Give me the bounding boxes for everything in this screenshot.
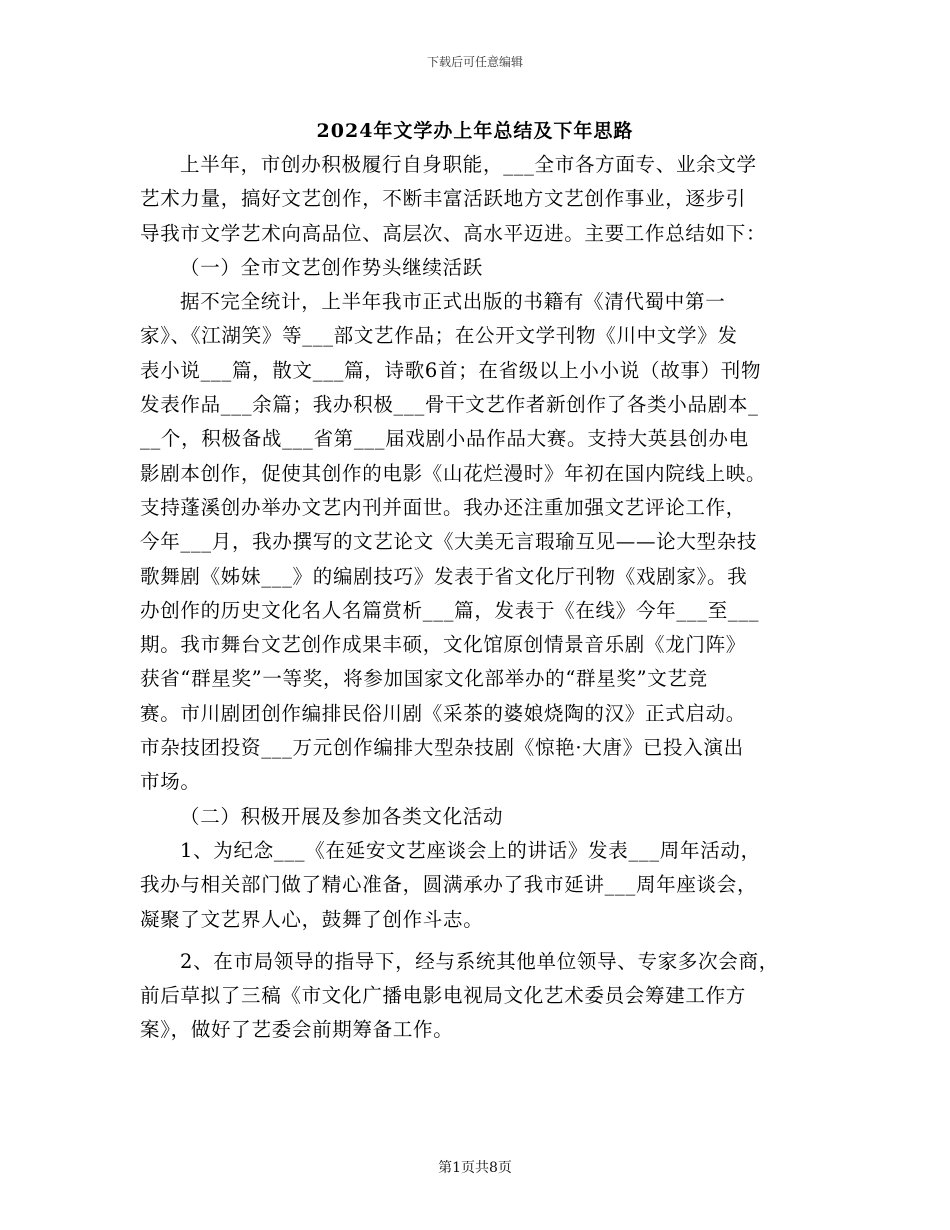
section-heading: （二）积极开展及参加各类文化活动 — [180, 804, 504, 828]
body-line: 案》，做好了艺委会前期筹备工作。 — [140, 1018, 454, 1042]
page-footer: 第1页共8页 — [438, 1160, 512, 1176]
body-line: 获省“群星奖”一等奖，将参加国家文化部举办的“群星奖”文艺竞 — [140, 667, 708, 691]
document-title: 2024年文学办上年总结及下年思路 — [316, 120, 634, 142]
body-line: 上半年，市创办积极履行自身职能，___全市各方面专、业余文学 — [180, 153, 757, 176]
body-line: 今年___月，我办撰写的文艺论文《大美无言瑕瑜互见——论大型杂技 — [140, 530, 758, 554]
body-line: 市场。 — [140, 770, 201, 794]
body-line: 市杂技团投资___万元创作编排大型杂技剧《惊艳·大唐》已投入演出 — [140, 736, 744, 760]
body-line: 前后草拟了三稿《市文化广播电影电视局文化艺术委员会筹建工作方 — [140, 984, 747, 1008]
section-heading: （一）全市文艺创作势头继续活跃 — [180, 255, 484, 279]
body-line: 发表作品___余篇；我办积极___骨干文艺作者新创作了各类小品剧本_ — [140, 393, 759, 417]
body-line: 凝聚了文艺界人心，鼓舞了创作斗志。 — [140, 907, 484, 931]
body-line: 家》、《江湖笑》等___部文艺作品；在公开文学刊物《川中文学》发 — [140, 324, 738, 348]
document-body — [140, 148, 812, 1048]
body-line: 歌舞剧《姊妹___》的编剧技巧》发表于省文化厅刊物《戏剧家》。我 — [140, 564, 748, 588]
body-line: 办创作的历史文化名人名篇赏析___篇，发表于《在线》今年___至___ — [140, 598, 760, 622]
body-line: 支持蓬溪创办举办文艺内刊并面世。我办还注重加强文艺评论工作， — [140, 495, 747, 519]
body-line: __个，积极备战___省第___届戏剧小品作品大赛。支持大英县创办电 — [140, 427, 749, 451]
page-header: 下载后可任意编辑 — [426, 55, 523, 69]
body-line: 1、为纪念___《在延安文艺座谈会上的讲话》发表___周年活动， — [180, 838, 761, 862]
body-line: 据不完全统计，上半年我市正式出版的书籍有《清代蜀中第一 — [180, 290, 726, 314]
body-line: 艺术力量，搞好文艺创作，不断丰富活跃地方文艺创作事业，逐步引 — [140, 187, 747, 211]
body-line: 2、在市局领导的指导下，经与系统其他单位领导、专家多次会商， — [180, 949, 779, 973]
body-line: 表小说___篇，散文___篇，诗歌6首；在省级以上小小说（故事）刊物 — [140, 358, 762, 382]
body-line: 期。我市舞台文艺创作成果丰硕，文化馆原创情景音乐剧《龙门阵》 — [140, 633, 747, 657]
body-line: 赛。市川剧团创作编排民俗川剧《采茶的婆娘烧陶的汉》正式启动。 — [140, 701, 747, 725]
body-line: 导我市文学艺术向高品位、高层次、高水平迈进。主要工作总结如下： — [140, 221, 767, 245]
body-line: 影剧本创作，促使其创作的电影《山花烂漫时》年初在国内院线上映。 — [140, 461, 767, 485]
body-line: 我办与相关部门做了精心准备，圆满承办了我市延讲___周年座谈会， — [140, 873, 758, 897]
